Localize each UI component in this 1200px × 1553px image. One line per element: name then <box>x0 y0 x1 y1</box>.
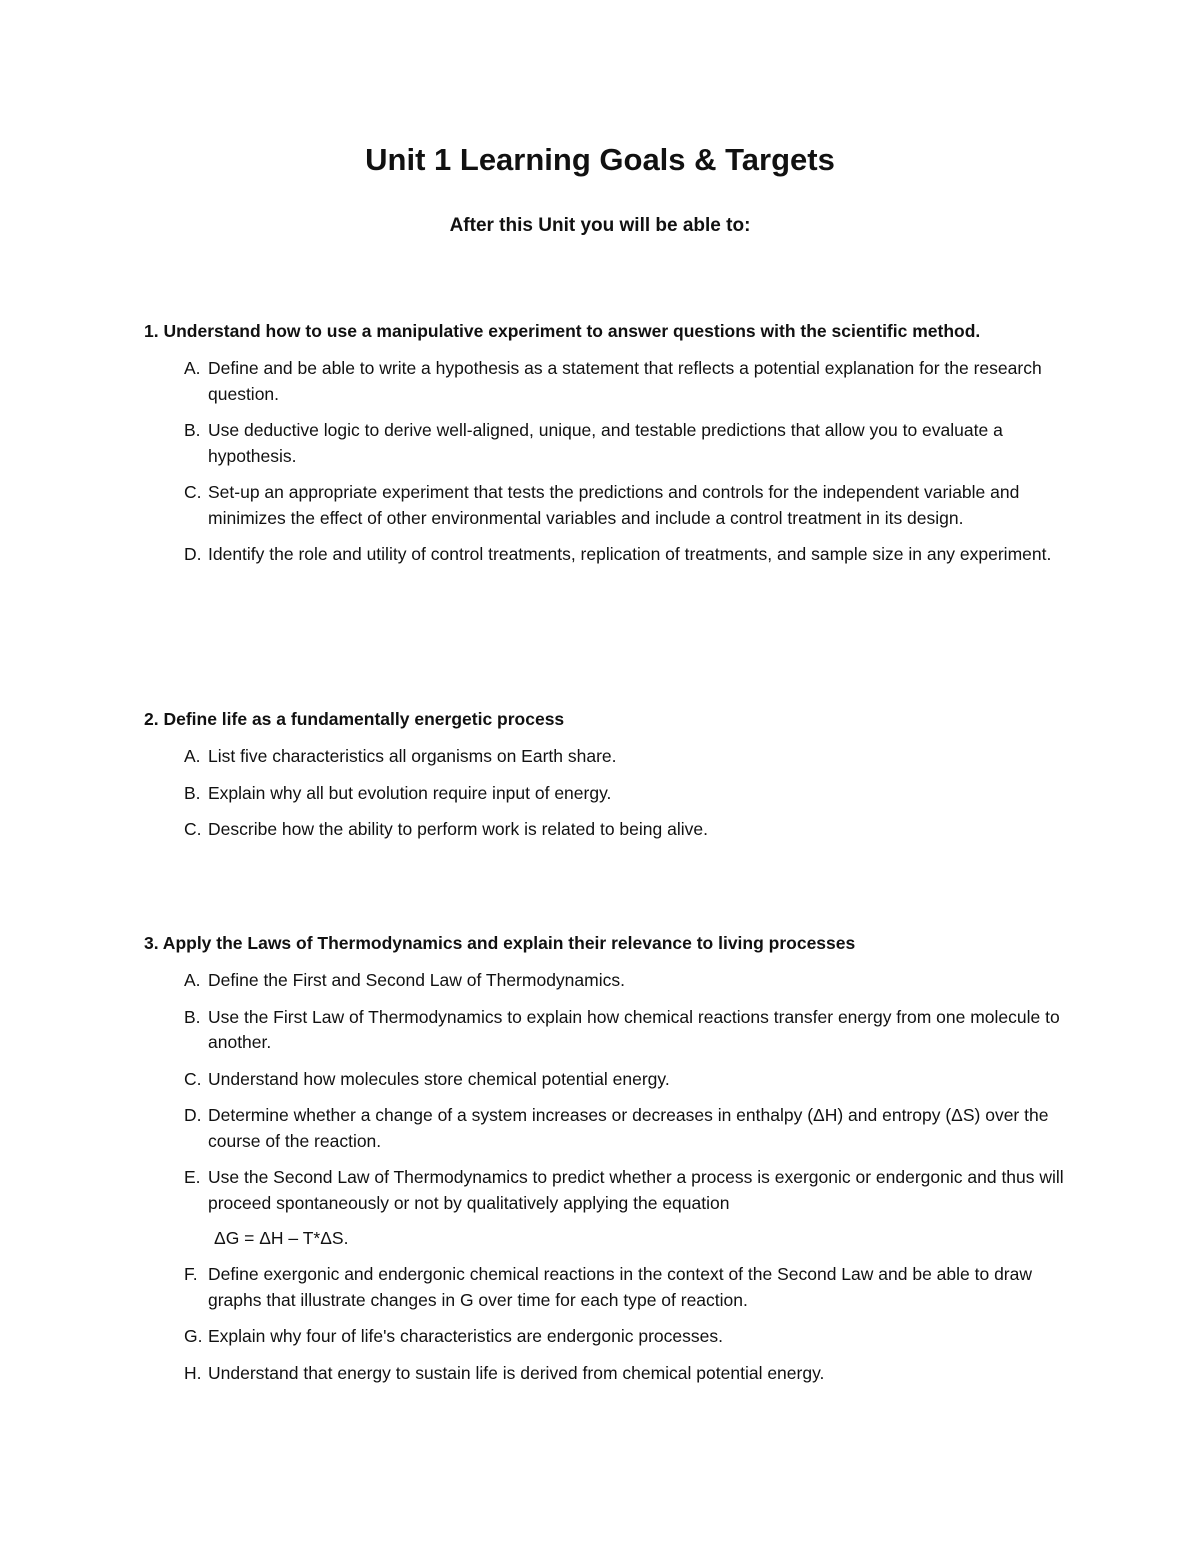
target-letter: C. <box>184 1068 202 1089</box>
target-item <box>184 480 1064 531</box>
target-item <box>184 356 1064 407</box>
target-text <box>208 1165 1064 1251</box>
target-item <box>184 418 1064 469</box>
target-text: Describe how the ability to perform work is related to being alive. <box>208 819 708 839</box>
target-letter: E. <box>184 1167 201 1187</box>
page-title: Unit 1 Learning Goals & Targets <box>365 142 835 177</box>
target-item <box>184 542 1064 568</box>
target-text: Identify the role and utility of control treatments, replication of treatments, and sample size in any experiment. <box>208 544 1052 564</box>
target-letter: B. <box>184 1006 201 1027</box>
target-item <box>184 1005 1064 1056</box>
target-text: Explain why four of life's characteristics are endergonic processes. <box>208 1326 723 1346</box>
target-letter: A. <box>184 970 201 990</box>
target-text: Determine whether a change of a system increases or decreases in enthalpy (ΔH) and entropy (ΔS) over the course of the reaction. <box>208 1105 1049 1151</box>
target-text: Use deductive logic to derive well-aligned, unique, and testable predictions that allow you to evaluate a hypothesis. <box>208 420 1003 466</box>
goal-heading: 3. Apply the Laws of Thermodynamics and explain their relevance to living processes <box>144 933 856 953</box>
target-item <box>184 1262 1064 1313</box>
target-item <box>184 817 1064 843</box>
target-item <box>184 1324 1064 1350</box>
target-text: Explain why all but evolution require input of energy. <box>208 782 612 803</box>
target-letter: H. <box>184 1362 202 1383</box>
target-list <box>0 356 1200 568</box>
goal-section-2 <box>0 706 1200 843</box>
target-letter: A. <box>184 358 201 378</box>
target-letter: D. <box>184 544 202 564</box>
target-letter: B. <box>184 420 201 440</box>
target-letter: C. <box>184 482 202 502</box>
target-text: Understand how molecules store chemical potential energy. <box>208 1068 670 1089</box>
target-letter: D. <box>184 1105 202 1125</box>
target-text: Understand that energy to sustain life is derived from chemical potential energy. <box>208 1362 825 1383</box>
target-text: Set-up an appropriate experiment that tests the predictions and controls for the independent variable and minimizes the effect of other environmental variables and include a control treatment in its design. <box>208 482 1020 528</box>
target-letter: G. <box>184 1326 203 1346</box>
target-text: Define exergonic and endergonic chemical reactions in the context of the Second Law and be able to draw graphs that illustrate changes in G over time for each type of reaction. <box>208 1264 1032 1310</box>
target-text: Define the First and Second Law of Thermodynamics. <box>208 970 625 990</box>
goal-heading: 1. Understand how to use a manipulative experiment to answer questions with the scientific method. <box>144 321 981 341</box>
target-item <box>184 744 1064 770</box>
target-item <box>184 1067 1064 1093</box>
target-text-body: Use the Second Law of Thermodynamics to predict whether a process is exergonic or endergonic and thus will proceed spontaneously or not by qualitatively applying the equation <box>208 1167 1064 1213</box>
target-text: Use the First Law of Thermodynamics to explain how chemical reactions transfer energy from one molecule to another. <box>208 1006 1060 1052</box>
target-letter: C. <box>184 819 202 839</box>
target-item <box>184 1165 1064 1251</box>
target-list <box>0 968 1200 1386</box>
goal-section-3 <box>0 930 1200 1386</box>
target-letter: A. <box>184 746 201 766</box>
gibbs-equation: ΔG = ΔH – T*ΔS. <box>214 1228 349 1248</box>
target-text: Define and be able to write a hypothesis as a statement that reflects a potential explanation for the research question. <box>208 358 1042 404</box>
goal-section-1 <box>0 318 1200 568</box>
target-text: List five characteristics all organisms on Earth share. <box>208 746 617 766</box>
target-list <box>0 744 1200 843</box>
goal-heading: 2. Define life as a fundamentally energetic process <box>144 709 565 729</box>
page-subtitle: After this Unit you will be able to: <box>449 215 751 236</box>
target-item <box>184 781 1064 807</box>
target-item <box>184 1103 1064 1154</box>
target-item <box>184 1361 1064 1387</box>
target-letter: B. <box>184 782 201 803</box>
target-item <box>184 968 1064 994</box>
target-letter: F. <box>184 1264 198 1284</box>
